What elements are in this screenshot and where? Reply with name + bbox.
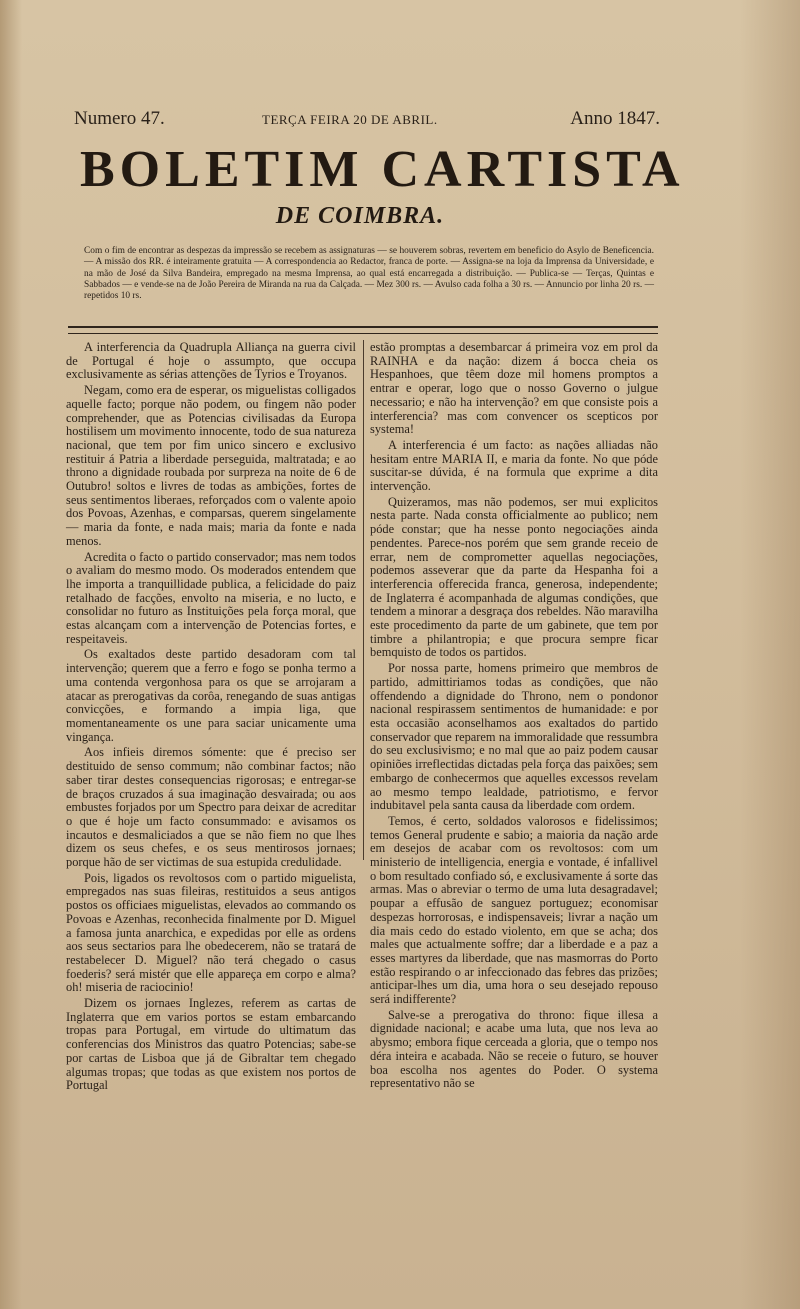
right-column [370, 341, 658, 1091]
newspaper-title: BOLETIM CARTISTA [80, 141, 685, 198]
paragraph: Acredita o facto o partido conservador; mas nem todos o avaliam do mesmo modo. Os moderados entendem que lhe importa a tranquillidade publica, a felicidade do paiz retalhado de facções, envolto na miseria, e no lucto, e consolidar no futuro as Instituições pela força moral, que estas alcançam com a intervenção de Potencias fortes, e respeitaveis. [66, 549, 356, 646]
page-edge-shading [740, 0, 800, 1309]
issue-year: Anno 1847. [570, 108, 660, 129]
paragraph: Negam, como era de esperar, os miguelistas colligados aquelle facto; porque não podem, ou fingem não poder comprehender, que as Potencias civilisadas da Europa hostilisem um movimento innocente, todo de sua natureza nacional, que tem por fim unico sincero e exclusivo restituir á Patria a liberdade perseguida, maltratada; e ao throno a dignidade roubada por surpreza na noite de 6 de Outubro! soltos e livres de todas as ambições, fortes de seus sentimentos liberaes, reforçados com o valente apoio dos Povoas, Azenhas, e comparsas, querem singelamente — maria da fonte, e nada mais; maria da fonte e nada menos. [66, 383, 356, 548]
subscription-notice: Com o fim de encontrar as despezas da impressão se recebem as assignaturas — se houverem sobras, revertem em beneficio do Asylo de Beneficencia. — A missão dos RR. é inteiramente gratuita — A correspondencia ao Redactor, franca de porte. — Assigna-se na loja da Imprensa da Universidade, e na mão de José da Silva Bandeira, empregado na mesma Imprensa, ao qual está encarregada a distribuição. — Publica-se — Terças, Quintas e Sabbados — e vende-se na de João Pereira de Miranda na rua da Calçada. — Mez 300 rs. — Avulso cada folha a 30 rs. — Annuncio por linha 20 rs. — repetidos 10 rs. [84, 246, 654, 302]
header-double-rule [68, 326, 658, 334]
issue-date: TERÇA FEIRA 20 DE ABRIL. [262, 112, 438, 127]
paragraph: estão promptas a desembarcar á primeira voz em prol da RAINHA e da nação: dizem á bocca cheia os Hespanhoes, que têem doze mil homens promptos a entrar e operar, logo que o nosso Governo o julgue necessario; e não ha intervenção? em que consiste pois a interferencia? mas com convencer os scepticos por systema! [370, 340, 658, 437]
left-column [66, 341, 356, 1093]
newspaper-subtitle: DE COIMBRA. [275, 203, 445, 229]
paragraph: A interferencia da Quadrupla Alliança na guerra civil de Portugal é hoje o assumpto, que occupa exclusivamente as sérias attenções de Tyrios e Troyanos. [66, 340, 356, 382]
paragraph: A interferencia é um facto: as nações alliadas não hesitam entre MARIA II, e maria da fonte. No que póde suscitar-se dúvida, é na formula que exprime a dita intervenção. [370, 437, 658, 494]
issue-number: Numero 47. [74, 108, 165, 129]
paragraph: Pois, ligados os revoltosos com o partido miguelista, empregados nas suas fileiras, restituidos a seus antigos postos os officiaes miguelistas, elevados ao commando os Povoas e Azenhas, reconhecida finalmente por D. Miguel a famosa junta anarchica, e expedidas por elle as ordens aos seus sectarios para lhe obedecerem, não se tratará de restabelecer D. Miguel? não terá chegado o casus foederis? será mistér que elle appareça em corpo e alma? oh! miseria de raciocinio! [66, 870, 356, 995]
column-divider [363, 340, 364, 860]
paragraph: Por nossa parte, homens primeiro que membros de partido, admittiriamos todas as condições, que não offendendo a dignidade do Throno, nem o pondonor nacional respirassem sentimentos de humanidade: e por esta occasião aconselhamos aos exaltados do partido conservador que reparem na immoralidade que ressumbra do seu exclusivismo; e no mal que ao paiz podem causar opiniões irreflectidas dictadas pela força das paixões; sem embargo de conhecermos que aquelles excessos revelam ao mesmo tempo lealdade, patriotismo, e fervor indubitavel pela santa causa da liberdade com ordem. [370, 661, 658, 813]
paragraph: Temos, é certo, soldados valorosos e fidelissimos; temos General prudente e sabio; a maioria da nação arde em desejos de acabar com os revoltosos: com um ministerio de intelligencia, energia e vontade, é infallivel o bom resultado confiado só, e exclusivamente á sorte das armas. Mas o abreviar o termo de uma luta desagradavel; poupar a effusão de sanguez portuguez; economisar despezas horrorosas, e indispensaveis; livrar a nação um dia mais cedo do estado violento, em que se acha; dos males que actualmente soffre; dar a liberdade e a paz a esses martyres da liberdade, que nas masmorras do Porto estão respirando o ar infeccionado das febres das prizões; anticipar-lhes um dia, uma hora o seu desejado repouso será indifferente? [370, 813, 658, 1007]
paragraph: Salve-se a prerogativa do throno: fique illesa a dignidade nacional; e acabe uma luta, que nos leva ao abysmo; embora fique cerceada a gloria, que o tempo nos déra inteira e acabada. Não se receie o futuro, se houver boa escolha nos agentes do Poder. O systema representativo não se [370, 1007, 658, 1091]
paragraph: Quizeramos, mas não podemos, ser mui explicitos nesta parte. Nada consta officialmente ao publico; nem póde constar; que ha nesse ponto negociações ainda pendentes. Parece-nos porém que sem grande receio de errar, nem de comprometter aquellas negociações, podemos asseverar que da parte da Hespanha foi a interferencia offerecida franca, generosa, independente; de Inglaterra é acompanhada de algumas condições, que tendem a minorar a desgraça dos rebeldes. Não maravilha este procedimento da parte de um gabinete, que tem por timbre a philantropia; e que procura sempre ficar bemquisto de todos os partidos. [370, 494, 658, 660]
masthead-row [74, 108, 660, 134]
paragraph: Os exaltados deste partido desadoram com tal intervenção; querem que a ferro e fogo se ponha termo a uma contenda vergonhosa para os que se arrojaram a atacar as prerogativas da corôa, renegando de suas antigas convicções, e formando a impia liga, que momentaneamente os une para saciar unicamente uma vingança. [66, 647, 356, 744]
paragraph: Aos infieis diremos sómente: que é preciso ser destituido de senso commum; não combinar factos; não saber tirar destes consequencias rigorosas; e entregar-se de braços cruzados á sua imaginação desvairada; ou aos embustes forjados por um Spectro para deixar de acreditar o que é hoje um facto consummado: e avisamos os incautos e desmaliciados a que se não fiem no que lhes dizem os seus chefes, e os seus mentirosos jornaes; porque hão de ser victimas de sua estupida credulidade. [66, 745, 356, 870]
paragraph: Dizem os jornaes Inglezes, referem as cartas de Inglaterra que em varios portos se estam embarcando tropas para Portugal, em virtude do ultimatum das conferencias dos Ministros das quatro Potencias; sabe-se por cartas de Lisboa que já de Gibraltar tem chegado algumas tropas; que todas as que existem nos portos de Portugal [66, 996, 356, 1093]
